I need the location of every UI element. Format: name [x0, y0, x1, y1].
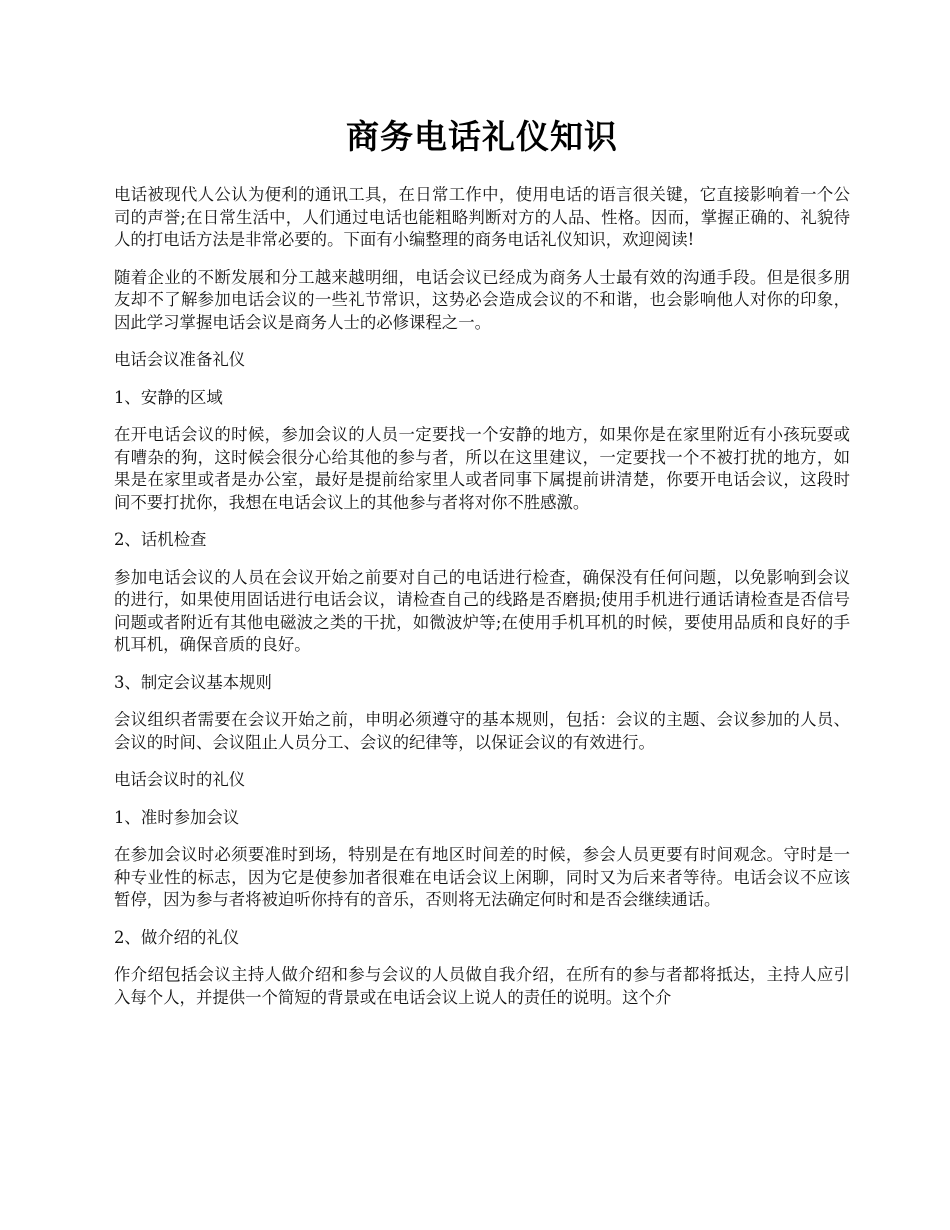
subheading-quiet-area: 1、安静的区域 [114, 387, 223, 407]
paragraph-phone-check: 参加电话会议的人员在会议开始之前要对自己的电话进行检查，确保没有任何问题，以免影响到会议的进行，如果使用固话进行电话会议，请检查自己的线路是否磨损;使用手机进行通话请检查是否信号问题或者附近有其他电磁波之类的干扰，如微波炉等;在使用手机耳机的时候，要使用品质和良好的手机耳机，确保音质的良好。 [114, 567, 850, 654]
subheading-punctuality: 1、准时参加会议 [114, 807, 240, 827]
paragraph-intro: 电话被现代人公认为便利的通讯工具，在日常工作中，使用电话的语言很关键，它直接影响着一个公司的声誉;在日常生活中，人们通过电话也能粗略判断对方的人品、性格。因而，掌握正确的、礼貌待人的打电话方法是非常必要的。下面有小编整理的商务电话礼仪知识，欢迎阅读! [114, 185, 850, 249]
paragraph-ground-rules: 会议组织者需要在会议开始之前，申明必须遵守的基本规则，包括：会议的主题、会议参加的人员、会议的时间、会议阻止人员分工、会议的纪律等，以保证会议的有效进行。 [114, 710, 850, 752]
subheading-introductions: 2、做介绍的礼仪 [114, 927, 240, 947]
section-heading-preparation: 电话会议准备礼仪 [114, 350, 246, 369]
paragraph-background: 随着企业的不断发展和分工越来越明细，电话会议已经成为商务人士最有效的沟通手段。但是很多朋友却不了解参加电话会议的一些礼节常识，这势必会造成会议的不和谐，也会影响他人对你的印象，因此学习掌握电话会议是商务人士的必修课程之一。 [114, 267, 850, 332]
subheading-ground-rules: 3、制定会议基本规则 [114, 672, 272, 692]
section-heading-during-meeting: 电话会议时的礼仪 [114, 770, 246, 789]
document-page [114, 0, 850, 1024]
paragraph-quiet-area: 在开电话会议的时候，参加会议的人员一定要找一个安静的地方，如果你是在家里附近有小孩玩耍或有嘈杂的狗，这时候会很分心给其他的参与者，所以在这里建议，一定要找一个不被打扰的地方，如果是在家里或者是办公室，最好是提前给家里人或者同事下属提前讲清楚，你要开电话会议，这段时间不要打扰你，我想在电话会议上的其他参与者将对你不胜感激。 [114, 425, 850, 512]
paragraph-introductions: 作介绍包括会议主持人做介绍和参与会议的人员做自我介绍，在所有的参与者都将抵达，主持人应引入每个人，并提供一个简短的背景或在电话会议上说人的责任的说明。这个介 [114, 965, 850, 1007]
document-body [114, 184, 850, 1009]
document-title: 商务电话礼仪知识 [346, 117, 618, 156]
paragraph-punctuality: 在参加会议时必须要准时到场，特别是在有地区时间差的时候，参会人员更要有时间观念。守时是一种专业性的标志，因为它是使参加者很难在电话会议上闲聊，同时又为后来者等待。电话会议不应该暂停，因为参与者将被迫听你持有的音乐，否则将无法确定何时和是否会继续通话。 [114, 845, 850, 909]
subheading-phone-check: 2、话机检查 [114, 530, 207, 549]
